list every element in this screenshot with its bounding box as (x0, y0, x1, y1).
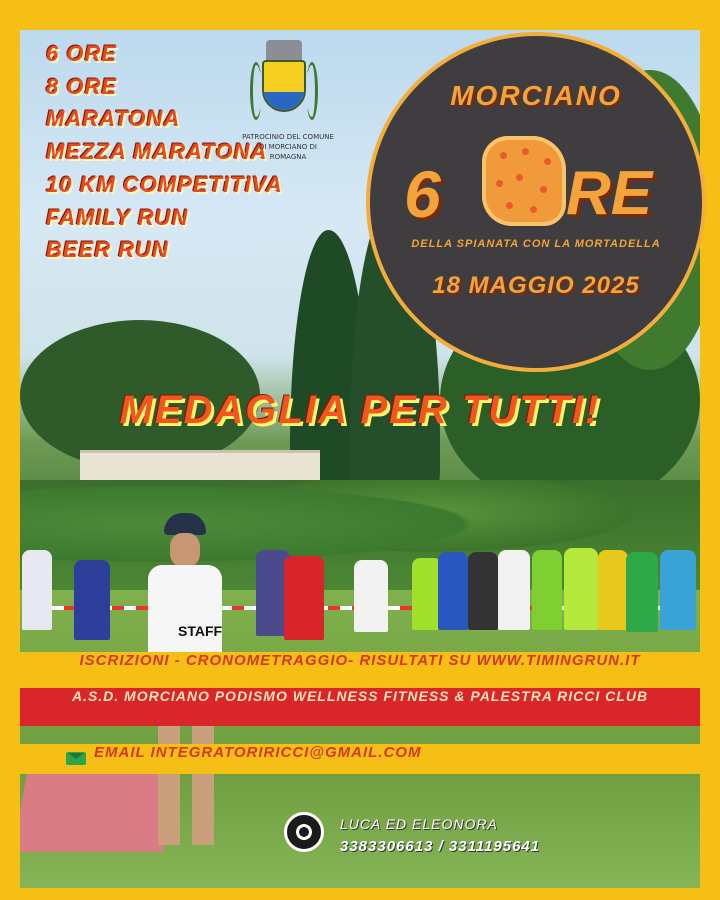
runner (284, 556, 324, 640)
municipality-crest (248, 40, 320, 132)
email-band (20, 744, 700, 774)
event-item: 6 ORE (46, 41, 118, 66)
badge-subtitle: DELLA SPIANATA CON LA MORTADELLA (411, 238, 661, 250)
runner (74, 560, 110, 640)
event-item: FAMILY RUN (46, 204, 189, 230)
mail-icon (66, 752, 86, 765)
badge-town: MORCIANO (450, 80, 622, 111)
leg (192, 725, 214, 845)
email-text: EMAIL INTEGRATORIRICCI@GMAIL.COM (94, 744, 422, 761)
leg (158, 725, 180, 845)
runner (468, 552, 498, 630)
wreath-icon (250, 62, 262, 120)
runner (498, 550, 530, 630)
event-item: MEZZA MARATONA (46, 139, 268, 165)
runner (626, 552, 658, 632)
organizer-band (20, 688, 700, 726)
badge-number: 6 (404, 157, 441, 231)
runner (354, 560, 388, 632)
runner (598, 550, 628, 630)
event-item: 8 ORE (46, 73, 118, 99)
runner (438, 552, 468, 630)
runner (564, 548, 598, 630)
runner (22, 550, 52, 630)
wreath-icon (306, 62, 318, 120)
badge-date: 18 MAGGIO 2025 (432, 272, 640, 299)
organizer-name: A.S.D. MORCIANO PODISMO WELLNESS FITNESS & PALESTRA RICCI CLUB (71, 688, 649, 704)
registration-info: ISCRIZIONI - CRONOMETRAGGIO- RISULTATI SU WWW.TIMINGRUN.IT (79, 652, 641, 669)
spianata-icon (482, 136, 566, 226)
crown-icon (266, 40, 302, 60)
medal-headline: MEDAGLIA PER TUTTI! (119, 388, 601, 432)
whatsapp-icon (284, 812, 324, 852)
info-band (20, 652, 700, 688)
badge-ore: RE (566, 159, 653, 228)
event-item: BEER RUN (46, 237, 169, 263)
event-badge (366, 32, 706, 372)
event-item: 10 KM COMPETITIVA (46, 171, 283, 197)
contact-names: LUCA ED ELEONORA (340, 816, 498, 832)
head (170, 533, 200, 567)
runner (532, 550, 562, 630)
staff-label: STAFF (178, 623, 223, 639)
patronage-text: PATROCINIO DEL COMUNE DI MORCIANO DI ROMAGNA (242, 133, 334, 161)
shield-icon (262, 60, 306, 112)
runner (660, 550, 696, 630)
contact-block (340, 816, 540, 855)
event-item: MARATONA (46, 106, 181, 132)
contact-phones: 3383306613 / 3311195641 (340, 838, 541, 855)
